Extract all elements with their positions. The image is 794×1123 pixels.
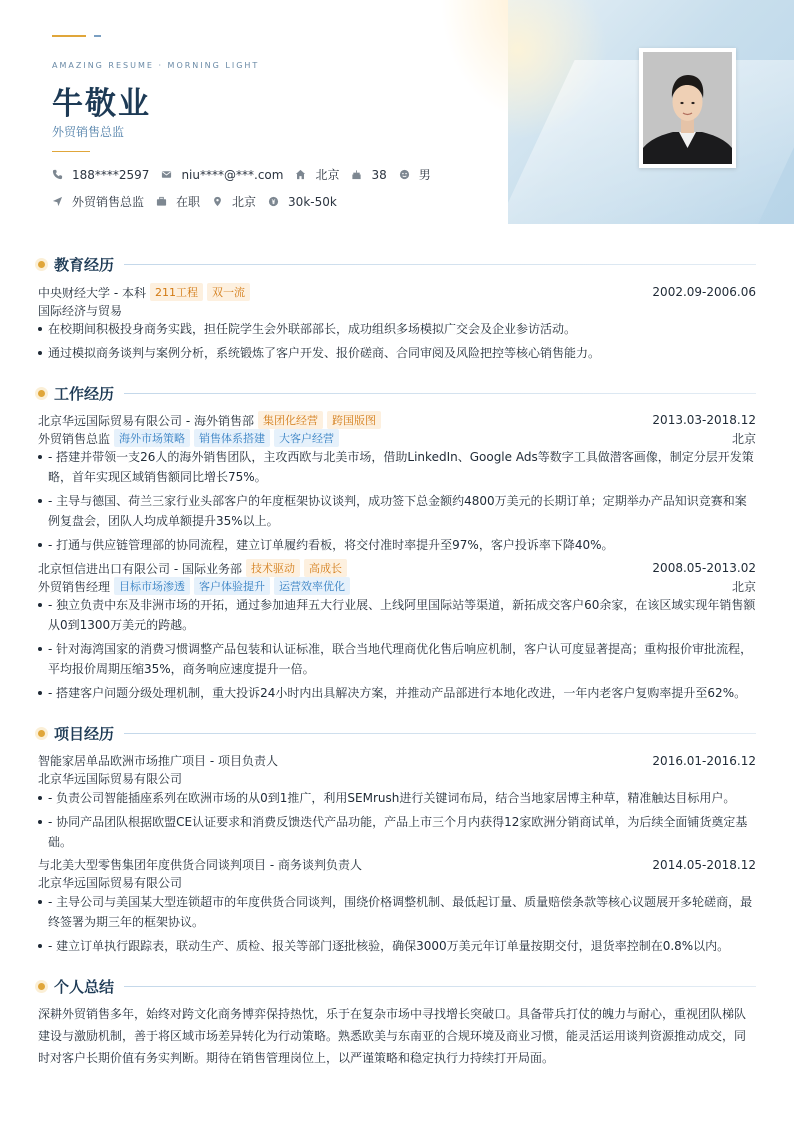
projects-section-header	[38, 723, 756, 744]
mail-icon	[161, 169, 172, 180]
header-accent-line	[52, 35, 86, 37]
summary-text: 深耕外贸销售多年，始终对跨文化商务博弈保持热忱，乐于在复杂市场中寻找增长突破口。具备带兵打仗的魄力与耐心，重视团队梯队建设与激励机制，善于将区域市场差异转化为行动策略。熟悉欧美与东南亚的合规环境及商业习惯，能灵活运用谈判资源推动成交，同时对客户长期价值有务实判断。期待在销售管理岗位上，以严谨策略和稳定执行力持续打开局面。	[38, 1007, 747, 1065]
role-tag: 目标市场渗透	[114, 577, 190, 595]
job-bullet: - 独立负责中东及非洲市场的开拓，通过参加迪拜五大行业展、上线阿里国际站等渠道，新拓成交客户60余家，在该区域实现年销售额从0到1300万美元的跨越。	[38, 595, 756, 635]
section-dot	[38, 261, 45, 268]
job-location: 北京	[731, 579, 756, 594]
education-section-header	[38, 254, 756, 275]
email-item	[161, 168, 283, 182]
position-item	[52, 193, 144, 210]
job-header-line	[38, 411, 756, 429]
money-icon	[268, 196, 279, 207]
job-location: 北京	[731, 431, 756, 446]
project-period: 2014.05-2018.12	[652, 857, 756, 872]
project-company: 北京华远国际贸易有限公司	[38, 772, 183, 786]
resume-tagline: AMAZING RESUME · MORNING LIGHT	[52, 61, 260, 70]
send-icon	[52, 196, 63, 207]
job-role: 外贸销售经理	[38, 579, 111, 594]
section-title: 个人总结	[54, 978, 115, 996]
position-text: 外贸销售总监	[72, 195, 145, 209]
work-section-header	[38, 383, 756, 404]
job-role: 外贸销售总监	[38, 431, 111, 446]
status-item	[156, 193, 200, 210]
contact-row	[52, 166, 443, 183]
company-tag: 集团化经营	[258, 411, 323, 429]
project-company-line	[38, 874, 756, 891]
education-header-line	[38, 283, 756, 301]
section-dot	[38, 983, 45, 990]
project-name: 与北美大型零售集团年度供货合同谈判项目 - 商务谈判负责人	[38, 858, 362, 872]
salary-item	[268, 195, 337, 209]
gender-text: 男	[418, 168, 431, 182]
section-title: 项目经历	[54, 725, 115, 743]
city-item	[295, 166, 339, 183]
role-tag: 运营效率优化	[274, 577, 350, 595]
education-period: 2002.09-2006.06	[652, 285, 756, 299]
phone-icon	[52, 169, 63, 180]
job-role-line	[38, 577, 756, 595]
company-name: 北京恒信进出口有限公司 - 国际业务部	[38, 561, 242, 576]
candidate-name: 牛敬业	[52, 86, 151, 122]
phone-text: 188****2597	[72, 167, 150, 182]
location-item	[212, 193, 256, 210]
role-tag: 销售体系搭建	[194, 429, 270, 447]
section-rule	[124, 986, 756, 987]
job-period: 2008.05-2013.02	[652, 561, 756, 575]
email-text: niu****@***.com	[181, 167, 284, 182]
role-tag: 客户体验提升	[194, 577, 270, 595]
education-bullet: 通过模拟商务谈判与案例分析，系统锻炼了客户开发、报价磋商、合同审阅及风险把控等核心销售能力。	[38, 343, 756, 363]
major-text: 国际经济与贸易	[38, 304, 123, 318]
summary-section-header	[38, 976, 756, 997]
job-header-line	[38, 559, 756, 577]
company-tag: 技术驱动	[246, 559, 300, 577]
project-period: 2016.01-2016.12	[652, 753, 756, 768]
school-tag: 双一流	[207, 283, 250, 301]
city-text: 北京	[315, 168, 340, 182]
role-tag: 海外市场策略	[114, 429, 190, 447]
home-icon	[295, 169, 306, 180]
project-bullet: - 协同产品团队根据欧盟CE认证要求和消费反馈迭代产品功能，产品上市三个月内获得12家欧洲分销商试单，为后续全面铺货奠定基础。	[38, 812, 756, 852]
gender-item	[399, 166, 431, 183]
briefcase-icon	[156, 196, 167, 207]
candidate-title: 外贸销售总监	[52, 125, 125, 139]
job-bullet: - 搭建并带领一支26人的海外销售团队，主攻西欧与北美市场，借助LinkedIn、Google Ads等数字工具做潜客画像，制定分层开发策略，首年实现区域销售额同比增长75%。	[38, 447, 756, 487]
project-bullet: - 建立订单执行跟踪表，联动生产、质检、报关等部门逐批核验，确保3000万美元年订单量按期交付，退货率控制在0.8%以内。	[38, 936, 756, 956]
location-text: 北京	[232, 195, 257, 209]
company-name: 北京华远国际贸易有限公司 - 海外销售部	[38, 413, 254, 428]
job-intent-row	[52, 193, 349, 210]
education-major	[38, 302, 756, 319]
section-rule	[124, 264, 756, 265]
section-rule	[124, 733, 756, 734]
profile-photo	[643, 52, 732, 164]
company-tag: 高成长	[304, 559, 347, 577]
job-bullet: - 针对海湾国家的消费习惯调整产品包装和认证标准，联合当地代理商优化售后响应机制，客户认可度显著提高；重构报价审批流程，平均报价周期压缩35%，商务响应速度提升一倍。	[38, 639, 756, 679]
education-bullet: 在校期间积极投身商务实践，担任院学生会外联部部长，成功组织多场模拟广交会及企业参访活动。	[38, 319, 756, 339]
school-name: 中央财经大学 - 本科	[38, 285, 146, 300]
header-accent-dash	[94, 35, 101, 37]
cake-icon	[351, 169, 362, 180]
project-company-line	[38, 770, 756, 787]
profile-photo-frame	[639, 48, 736, 168]
project-bullet: - 主导公司与美国某大型连锁超市的年度供货合同谈判，围绕价格调整机制、最低起订量、质量赔偿条款等核心议题展开多轮磋商，最终签署为期三年的框架协议。	[38, 892, 756, 932]
company-tag: 跨国版图	[327, 411, 381, 429]
job-period: 2013.03-2018.12	[652, 413, 756, 427]
age-item	[351, 168, 386, 182]
project-company: 北京华远国际贸易有限公司	[38, 876, 183, 890]
project-header-line	[38, 752, 756, 769]
section-title: 工作经历	[54, 385, 115, 403]
location-pin-icon	[212, 196, 223, 207]
job-bullet: - 主导与德国、荷兰三家行业头部客户的年度框架协议谈判，成功签下总金额约4800万美元的长期订单；定期举办产品知识竞赛和案例复盘会，团队人均成单额提升35%以上。	[38, 491, 756, 531]
job-bullet: - 搭建客户问题分级处理机制，重大投诉24小时内出具解决方案，并推动产品部进行本地化改进，一年内老客户复购率提升至62%。	[38, 683, 756, 703]
section-dot	[38, 730, 45, 737]
project-header-line	[38, 856, 756, 873]
title-underline	[52, 151, 90, 152]
salary-text: 30k-50k	[288, 194, 337, 209]
section-rule	[124, 393, 756, 394]
project-name: 智能家居单品欧洲市场推广项目 - 项目负责人	[38, 754, 278, 768]
section-dot	[38, 390, 45, 397]
face-icon	[399, 169, 410, 180]
project-bullet: - 负责公司智能插座系列在欧洲市场的从0到1推广，利用SEMrush进行关键词布局，结合当地家居博主种草，精准触达目标用户。	[38, 788, 756, 808]
job-role-line	[38, 429, 756, 447]
age-text: 38	[371, 167, 387, 182]
job-bullet: - 打通与供应链管理部的协同流程，建立订单履约看板，将交付准时率提升至97%，客户投诉率下降40%。	[38, 535, 756, 555]
status-text: 在职	[176, 195, 201, 209]
role-tag: 大客户经营	[274, 429, 339, 447]
phone-item	[52, 168, 149, 182]
school-tag: 211工程	[150, 283, 203, 301]
section-title: 教育经历	[54, 256, 115, 274]
